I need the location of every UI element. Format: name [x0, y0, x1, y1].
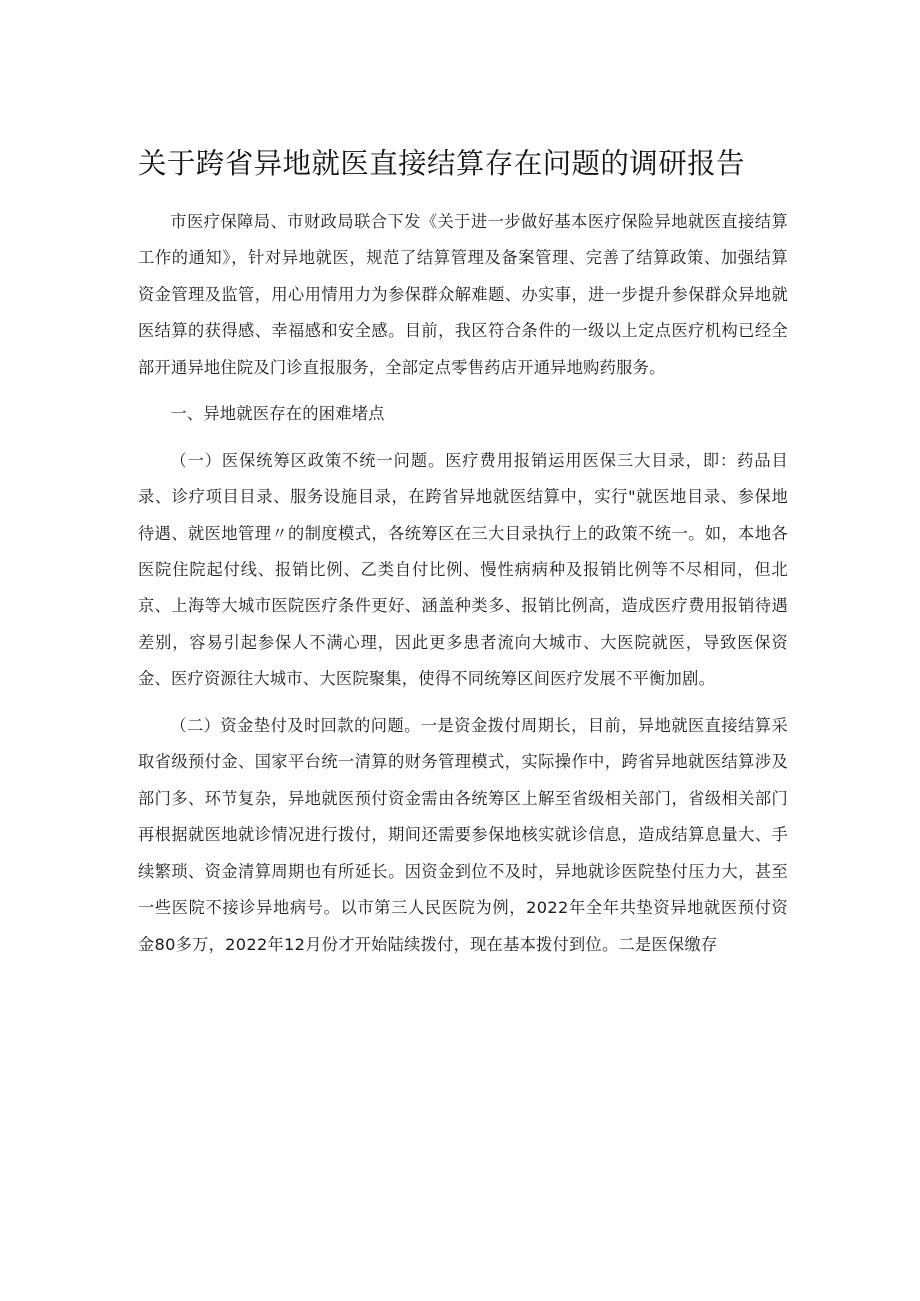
intro-paragraph: 市医疗保障局、市财政局联合下发《关于进一步做好基本医疗保险异地就医直接结算工作的通知》，针对异地就医，规范了结算管理及备案管理、完善了结算政策、加强结算资金管理及监管，用心用情用力为参保群众解难题、办实事，进一步提升参保群众异地就医结算的获得感、幸福感和安全感。目前，我区符合条件的一级以上定点医疗机构已经全部开通异地住院及门诊直报服务，全部定点零售药店开通异地购药服务。 — [138, 212, 788, 377]
subsection-1-paragraph: （一）医保统筹区政策不统一问题。医疗费用报销运用医保三大目录，即：药品目录、诊疗项目目录、服务设施目录，在跨省异地就医结算中，实行"就医地目录、参保地待遇、就医地管理〃的制度模式，各统筹区在三大目录执行上的政策不统一。如，本地各医院住院起付线、报销比例、乙类自付比例、慢性病病种及报销比例等不尽相同，但北京、上海等大城市医院医疗条件更好、涵盖种类多、报销比例高，造成医疗费用报销待遇差别，容易引起参保人不满心理，因此更多患者流向大城市、大医院就医，导致医保资金、医疗资源往大城市、大医院聚集，使得不同统筹区间医疗发展不平衡加剧。 — [138, 450, 788, 689]
document-body — [138, 204, 788, 973]
section-heading: 一、异地就医存在的困难堵点 — [170, 404, 385, 424]
subsection-2-paragraph: （二）资金垫付及时回款的问题。一是资金拨付周期长，目前，异地就医直接结算采取省级预付金、国家平台统一清算的财务管理模式，实际操作中，跨省异地就医结算涉及部门多、环节复杂，异地就医预付资金需由各统筹区上解至省级相关部门，省级相关部门再根据就医地就诊情况进行拨付，期间还需要参保地核实就诊信息，造成结算息量大、手续繁琐、资金清算周期也有所延长。因资金到位不及时，异地就诊医院垫付压力大，甚至一些医院不接诊异地病号。以市第三人民医院为例，2022年全年共垫资异地就医预付资金80多万，2022年12月份才开始陆续拨付，现在基本拨付到位。二是医保缴存 — [138, 716, 788, 954]
document-title: 关于跨省异地就医直接结算存在问题的调研报告 — [138, 147, 745, 180]
